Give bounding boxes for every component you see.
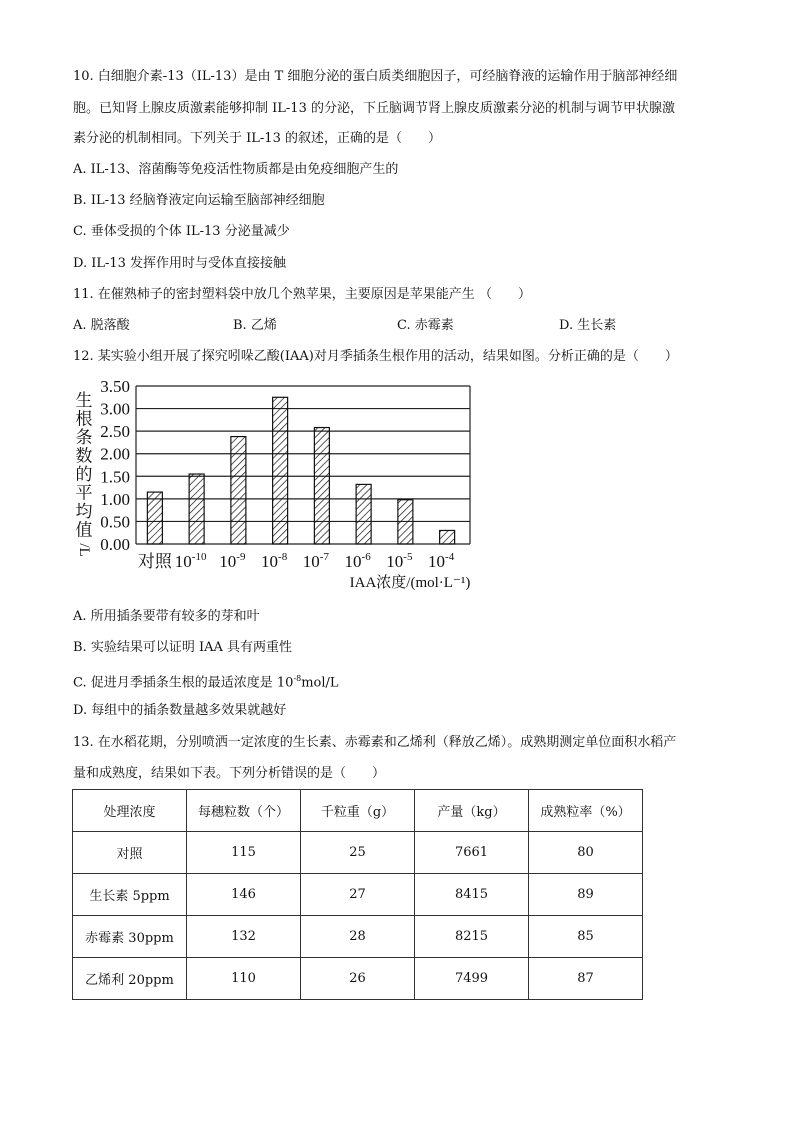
x-tick-base: 10 bbox=[174, 552, 192, 571]
y-tick-label: 0.00 bbox=[100, 535, 130, 554]
bar bbox=[314, 428, 329, 544]
y-axis-label-char: 平 bbox=[75, 483, 93, 503]
table-cell: 26 bbox=[301, 958, 415, 1000]
table-cell: 28 bbox=[301, 916, 415, 958]
x-tick-base: 10 bbox=[386, 552, 404, 571]
q12-option-c-exponent: -8 bbox=[293, 674, 302, 683]
gridlines bbox=[136, 386, 470, 544]
bar bbox=[356, 484, 371, 544]
q10-option-b: B. IL-13 经脑脊液定向运输至脑部神经细胞 bbox=[73, 193, 325, 208]
y-tick-label: 1.50 bbox=[100, 467, 130, 487]
x-tick-exponent: -9 bbox=[236, 551, 246, 563]
y-axis-label-char: 值 bbox=[75, 520, 93, 540]
q11-option-a: A. 脱落酸 bbox=[73, 318, 130, 333]
bar bbox=[147, 492, 162, 544]
x-axis-title: IAA浓度/(mol·L⁻¹) bbox=[349, 575, 471, 591]
q12-option-d: D. 每组中的插条数量越多效果就越好 bbox=[73, 703, 287, 718]
table-cell: 8415 bbox=[415, 874, 529, 916]
x-tick-exponent: -7 bbox=[319, 551, 329, 563]
q12-option-a: A. 所用插条要带有较多的芽和叶 bbox=[73, 609, 260, 624]
q13-stem-line1: 13. 在水稻花期，分别喷洒一定浓度的生长素、赤霉素和乙烯利（释放乙烯）。成熟期测定单位面积水稻产 bbox=[73, 735, 677, 750]
table-cell: 146 bbox=[187, 874, 301, 916]
table-cell: 7499 bbox=[415, 958, 529, 1000]
table-cell: 110 bbox=[187, 958, 301, 1000]
x-tick-base: 10 bbox=[428, 552, 446, 571]
q11-option-c: C. 赤霉素 bbox=[397, 318, 454, 333]
table-header-cell: 产量（kg） bbox=[415, 790, 529, 832]
x-tick-label bbox=[428, 551, 455, 571]
y-axis-label-char: /L bbox=[76, 543, 92, 557]
table-row bbox=[73, 832, 643, 874]
q12-option-c-unit: mol/L bbox=[301, 675, 339, 691]
x-tick-base: 10 bbox=[261, 552, 279, 571]
table-cell: 赤霉素 30ppm bbox=[73, 916, 187, 958]
y-axis-label bbox=[76, 391, 93, 557]
bar bbox=[273, 397, 288, 544]
table-header-cell: 成熟粒率（%） bbox=[529, 790, 643, 832]
table-cell: 85 bbox=[529, 916, 643, 958]
table-row bbox=[73, 916, 643, 958]
q13-results-table bbox=[72, 789, 643, 1000]
x-tick-label bbox=[175, 551, 207, 571]
bar bbox=[189, 474, 204, 544]
x-tick-exponent: -8 bbox=[278, 551, 288, 563]
table-cell: 8215 bbox=[415, 916, 529, 958]
table-cell: 27 bbox=[301, 874, 415, 916]
x-tick-exponent: -10 bbox=[191, 551, 207, 563]
y-axis-label-char: 根 bbox=[75, 409, 93, 429]
table-cell: 115 bbox=[187, 832, 301, 874]
y-axis-label-char: 均 bbox=[75, 502, 93, 521]
q12-option-c bbox=[73, 669, 339, 693]
y-tick-label: 2.50 bbox=[100, 422, 130, 442]
q10-option-c: C. 垂体受损的个体 IL-13 分泌量减少 bbox=[73, 224, 290, 239]
x-tick-base: 对照 bbox=[137, 552, 172, 571]
bar bbox=[231, 437, 246, 544]
y-tick-label: 2.00 bbox=[100, 444, 130, 464]
table-header-cell: 每穗粒数（个） bbox=[187, 790, 301, 832]
q10-option-a: A. IL-13、溶菌酶等免疫活性物质都是由免疫细胞产生的 bbox=[73, 162, 399, 177]
x-tick-labels bbox=[138, 551, 455, 571]
table-header-cell: 处理浓度 bbox=[73, 790, 187, 832]
y-axis-label-char: 的 bbox=[75, 465, 93, 484]
x-tick-exponent: -5 bbox=[403, 551, 413, 563]
q12-option-c-text: C. 促进月季插条生根的最适浓度是 10 bbox=[73, 675, 294, 691]
y-axis-label-char: 生 bbox=[75, 391, 93, 410]
q10-stem-line3: 素分泌的机制相同。下列关于 IL-13 的叙述，正确的是（ ） bbox=[73, 131, 441, 146]
y-tick-label: 3.00 bbox=[100, 399, 130, 419]
x-tick-label bbox=[386, 551, 413, 571]
x-tick-exponent: -6 bbox=[361, 551, 371, 563]
table-cell: 乙烯利 20ppm bbox=[73, 958, 187, 1000]
table-row bbox=[73, 958, 643, 1000]
y-tick-labels bbox=[100, 378, 130, 554]
table-cell: 7661 bbox=[415, 832, 529, 874]
x-tick-base: 10 bbox=[302, 552, 320, 571]
table-cell: 25 bbox=[301, 832, 415, 874]
x-tick-base: 10 bbox=[344, 552, 362, 571]
x-tick-label bbox=[138, 552, 173, 571]
bar bbox=[440, 530, 455, 544]
table-row bbox=[73, 874, 643, 916]
y-tick-label: 1.00 bbox=[100, 489, 130, 509]
q10-stem-line2: 胞。已知肾上腺皮质激素能够抑制 IL-13 的分泌，下丘脑调节肾上腺皮质激素分泌的机制与调节甲状腺激 bbox=[73, 101, 675, 116]
bar bbox=[398, 500, 413, 544]
y-axis-label-char: 数 bbox=[75, 446, 93, 466]
table-cell: 87 bbox=[529, 958, 643, 1000]
q11-option-d: D. 生长素 bbox=[559, 318, 617, 333]
x-tick-label bbox=[219, 551, 246, 571]
q13-stem-line2: 量和成熟度，结果如下表。下列分析错误的是（ ） bbox=[73, 766, 386, 781]
table-cell: 132 bbox=[187, 916, 301, 958]
q10-option-d: D. IL-13 发挥作用时与受体直接接触 bbox=[73, 256, 287, 271]
y-tick-label: 0.50 bbox=[100, 512, 130, 532]
q11-stem: 11. 在催熟柿子的密封塑料袋中放几个熟苹果，主要原因是苹果能产生 （ ） bbox=[73, 287, 531, 302]
q12-option-b: B. 实验结果可以证明 IAA 具有两重性 bbox=[73, 640, 292, 655]
x-tick-label bbox=[345, 551, 372, 571]
q12-stem: 12. 某实验小组开展了探究吲哚乙酸(IAA)对月季插条生根作用的活动，结果如图。分析正确的是（ ） bbox=[73, 349, 678, 364]
table-header-cell: 千粒重（g） bbox=[301, 790, 415, 832]
table-cell: 对照 bbox=[73, 832, 187, 874]
q10-stem-line1: 10. 白细胞介素-13（IL-13）是由 T 细胞分泌的蛋白质类细胞因子，可经脑脊液的运输作用于脑部神经细 bbox=[73, 69, 678, 84]
iaa-rooting-bar-chart bbox=[70, 378, 490, 593]
q11-option-b: B. 乙烯 bbox=[233, 318, 277, 333]
y-tick-label: 3.50 bbox=[100, 378, 130, 396]
x-tick-base: 10 bbox=[219, 552, 237, 571]
table-cell: 80 bbox=[529, 832, 643, 874]
table-header-row bbox=[73, 790, 643, 832]
x-tick-label bbox=[261, 551, 288, 571]
y-axis-label-char: 条 bbox=[75, 428, 93, 447]
x-tick-label bbox=[303, 551, 330, 571]
table-cell: 生长素 5ppm bbox=[73, 874, 187, 916]
table-cell: 89 bbox=[529, 874, 643, 916]
x-tick-exponent: -4 bbox=[445, 551, 455, 563]
